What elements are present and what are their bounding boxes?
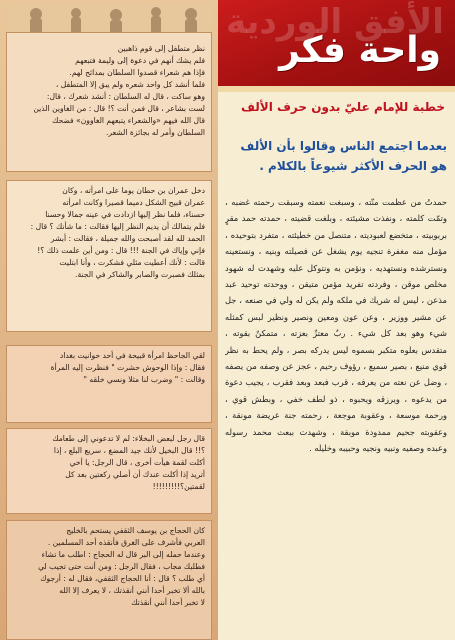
story-line: وهو ساكت ، قال له السلطان : أنشد شعرك ، قال: bbox=[46, 92, 205, 101]
story-box-5 bbox=[6, 520, 212, 640]
banner-watermark: الأفق الوردية bbox=[226, 2, 444, 42]
story-line: لقي الجاحظ امرأة قبيحة في أحد حوانيت بغداد bbox=[59, 351, 205, 360]
banner-title: واحة فكر bbox=[279, 30, 441, 71]
story-line: لا تخبر أحدا أنني أنقذتك bbox=[131, 598, 205, 607]
article-title: خطبة للإمام عليّ بدون حرف الألف bbox=[240, 100, 445, 114]
story-box-3 bbox=[6, 345, 212, 423]
story-line: فإذا هم شعراء قصدوا السلطان بمدائح لهم. bbox=[69, 68, 205, 77]
story-line: وقالت : " وضرب لنا مثلا ونسي خلقه " bbox=[83, 375, 205, 384]
story-line: فلم يتمالك أن يديم النظر إليها فقالت : ما شأنك ؟ قال : bbox=[30, 222, 205, 231]
story-line: ؟!! قال البخيل لأنك جيد المضغ ، سريع البلع ، إذا bbox=[53, 446, 205, 455]
story-line: كان الحجاج بن يوسف الثقفي يستحم بالخليج bbox=[66, 526, 205, 535]
story-line: بالله ألا تخبر أحدا أنني أنقذتك ، لا يعرف إلا الله bbox=[59, 586, 205, 595]
story-box-4 bbox=[6, 428, 212, 514]
story-line: بمثلك فصبرت والصابر والشاكر في الجنة. bbox=[75, 270, 205, 279]
section-banner bbox=[218, 0, 455, 92]
story-line: فقال : وإذا الوحوش حشرت " فنظرت إليه المرأة bbox=[50, 363, 205, 372]
story-box-1 bbox=[6, 32, 212, 172]
article-intro: بعدما اجتمع الناس وقالوا بأن الألف هو الحرف الأكثر شيوعاً بالكلام . bbox=[240, 139, 447, 173]
story-line: حسناء، فلما نظر إليها ازدادت في عينه جمالا وحسنا bbox=[45, 210, 205, 219]
story-line: لست بشاعر ، قال فمن أنت ؟! قال : من الغاوين الذين bbox=[33, 104, 205, 113]
story-line: عمران قبيح الشكل دميما قصيرا وكانت امرأته bbox=[62, 198, 205, 207]
story-line: العربي فأشرف على الغرق فأنقذه أحد المسلمين . bbox=[47, 538, 205, 547]
story-line: قالت : لأنك أعطيت مثلي فشكرت ، وأنا ابتليت bbox=[59, 258, 205, 267]
story-line: أتريد إذا أكلت عندك أن أصلي ركعتين بعد كل bbox=[65, 470, 205, 479]
story-line: نظر متطفل إلى قوم ذاهبين bbox=[117, 44, 205, 53]
story-line: أي طلب ؟ قال : أنا الحجاج الثقفي، فقال له : أرجوك bbox=[40, 574, 205, 583]
story-line: أكلت لقمة هيأت أخرى ، قال الرجل: يا أخي bbox=[69, 458, 205, 467]
story-line: فلما أنشد كل واحد شعره ولم يبق إلا المتطفل ، bbox=[55, 80, 205, 89]
story-line: قال رجل لبعض البخلاء: لم لا تدعوني إلى طعامك bbox=[52, 434, 205, 443]
story-line: فطلبك مجاب ، فقال الرجل : ومن أنت حتى تجيب لي bbox=[38, 562, 205, 571]
banner-divider bbox=[218, 86, 455, 92]
story-line: فلم يشك أنهم في دعوة إلى وليمة فتبعهم bbox=[75, 56, 205, 65]
story-line: الحمد لله لقد أصبحت والله جميلة ، فقالت : أبشر bbox=[50, 234, 205, 243]
story-line: وعندما حمله إلى البر قال له الحجاج : اطلب ما تشاء bbox=[41, 550, 205, 559]
story-line: قال الله فيهم «والشعراء يتبعهم الغاوون» فضحك bbox=[52, 116, 205, 125]
article-body: حمدتُ من عظمت منّته ، وسبغت نعمته وسبقت رحمته غضبه ، وتمّت كلمته ، ونفذت مشيئته ، وبلغت قضيته ، حمدته حمد مقرٍ بربوبيته ، متخضع لعبوديته ، متنصل من خطيئته ، متفرد بتوحيده ، مؤمل منه مغفرة تنجيه يوم يشغل عن فصيلته وبنيه ، ونستعينه ونسترشده ونستهديه ، ونؤمن به ونتوكل عليه وشهدت له شهود مخلص موقن ، وفردته تفريد مؤمن متيقن ، ووحدته توحيد عبد مذعن ، ليس له شريك في ملكه ولم يكن له ولي في صنعه ، جل عن مشير ووزير ، وعن عون ومعين ونصير ونظير لبس كمثله شيء وهو بعد كل شيء . ربٌ معتزٌ بعزته ، متمكنٌ بقوته ، متقدس بعلوه متكبر بسموه ليس يدركه بصر ، ولم يحط به نظر قوي منيع ، بصير سميع ، رؤوف رحيم ، عجز عن وصفه من يصفه ، وضل عن نعته من يعرفه ، قرب فبعد وبعد فقرب ، يجيب دعوة من يدعوه ، ويرزقه ويحبوه ، ذو لطف خفي ، وبطش قوي ، ورحمة موسعة ، وعقوبة موجعة ، رحمته جنة عريضة مونقة ، وعقوبته جحيم ممدودة موبقة ، وشهدت ببعث محمد رسوله وعبده وصفيه ونبيه ونجيه وحبيبه وخليله . bbox=[225, 197, 447, 454]
story-line: السلطان وأمر له بجائزة الشعر. bbox=[106, 128, 205, 137]
story-line: لقمتين؟!!!!!!!!! bbox=[152, 482, 205, 491]
article-column bbox=[218, 0, 455, 640]
humor-column bbox=[0, 0, 218, 640]
story-line: دخل عمران بن حطان يوما على امرأته ، وكان bbox=[62, 186, 205, 195]
story-box-2 bbox=[6, 180, 212, 332]
illustration-figures bbox=[6, 4, 212, 34]
story-line: فإني وإياك في الجنة !!! قال : ومن أين علمت ذلك ؟! bbox=[37, 246, 205, 255]
